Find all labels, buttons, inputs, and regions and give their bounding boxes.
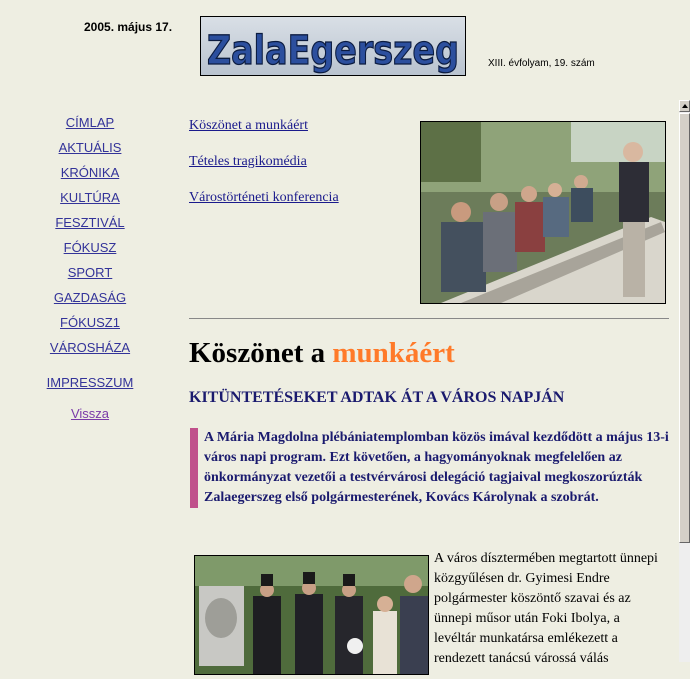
nav-item-cimlap[interactable]: CÍMLAP bbox=[65, 115, 115, 130]
article-body: A város dísztermében megtartott ünnepi közgyűlésen dr. Gyimesi Endre polgármester köszöntő szavai és az ünnepi műsor után Foki Ibolya, a levéltár munkatársa emlékezett a rendezett tanácsú várossá válás bbox=[434, 551, 658, 666]
toc-link-koszonet[interactable]: Köszönet a munkáért bbox=[189, 118, 308, 133]
article-title bbox=[189, 337, 455, 370]
triangle-up-icon bbox=[682, 104, 688, 108]
main-nav bbox=[30, 114, 150, 430]
logo-text: ZalaEgerszeg bbox=[207, 28, 459, 74]
nav-item-gazdasag[interactable]: GAZDASÁG bbox=[53, 290, 127, 305]
nav-item-fesztival[interactable]: FESZTIVÁL bbox=[55, 215, 125, 230]
ceremony-photo bbox=[194, 555, 429, 675]
nav-item-impresszum[interactable]: IMPRESSZUM bbox=[46, 375, 134, 390]
article-title-part1: Köszönet a bbox=[189, 337, 326, 369]
vertical-scrollbar[interactable] bbox=[679, 100, 690, 662]
issue-number: XIII. évfolyam, 19. szám bbox=[488, 58, 595, 69]
nav-item-kultura[interactable]: KULTÚRA bbox=[60, 190, 120, 205]
article-title-part2: munkáért bbox=[332, 337, 455, 369]
back-link[interactable]: Vissza bbox=[70, 406, 110, 421]
site-logo[interactable] bbox=[200, 16, 466, 76]
scroll-up-button[interactable] bbox=[679, 100, 690, 112]
nav-item-kronika[interactable]: KRÓNIKA bbox=[60, 165, 120, 180]
scrollbar-thumb[interactable] bbox=[679, 113, 690, 543]
nav-item-varoshaza[interactable]: VÁROSHÁZA bbox=[49, 340, 131, 355]
content-divider bbox=[189, 318, 669, 319]
issue-date: 2005. május 17. bbox=[84, 20, 173, 34]
chess-event-photo bbox=[420, 121, 666, 304]
nav-item-sport[interactable]: SPORT bbox=[67, 265, 113, 280]
article-subtitle: KITÜNTETÉSEKET ADTAK ÁT A VÁROS NAPJÁN bbox=[189, 389, 565, 406]
nav-item-aktualis[interactable]: AKTUÁLIS bbox=[58, 140, 122, 155]
nav-item-fokusz1[interactable]: FÓKUSZ1 bbox=[60, 315, 120, 330]
logo-graphic bbox=[201, 17, 465, 75]
article-toc bbox=[189, 118, 339, 226]
toc-link-teteles[interactable]: Tételes tragikomédia bbox=[189, 154, 307, 169]
nav-item-fokusz[interactable]: FÓKUSZ bbox=[63, 240, 117, 255]
toc-link-varostorteneti[interactable]: Várostörténeti konferencia bbox=[189, 190, 339, 205]
article-lead: A Mária Magdolna plébániatemplomban közös imával kezdődött a május 13-i város napi program. Ezt követően, a hagyományoknak megfelelően az önkormányzat vezetői a testvérvárosi delegáció tagjaival megkoszorúzták Zalaegerszeg első polgármesterének, Kovács Károlynak a szobrát. bbox=[190, 428, 669, 508]
